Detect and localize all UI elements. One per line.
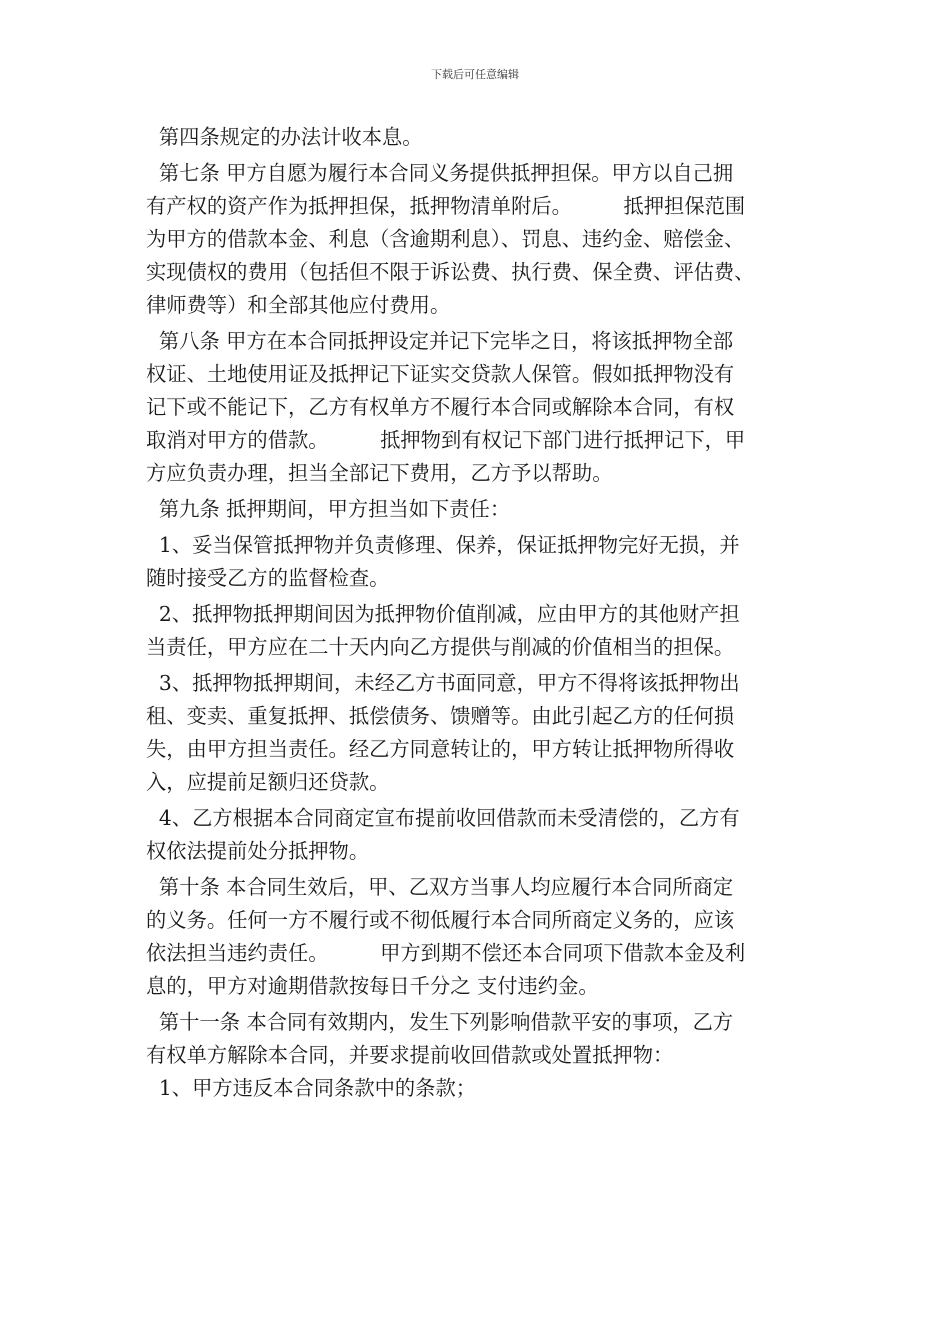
text-line: 为甲方的借款本金、利息（含逾期利息）、罚息、违约金、赔偿金、	[146, 227, 745, 251]
text-line: 失，由甲方担当责任。经乙方同意转让的，甲方转让抵押物所得收	[146, 737, 735, 761]
text-line: 权依法提前处分抵押物。	[146, 839, 370, 863]
text-line: 实现债权的费用（包括但不限于诉讼费、执行费、保全费、评估费、	[146, 260, 755, 284]
text-line: 方应负责办理，担当全部记下费用，乙方予以帮助。	[146, 461, 613, 485]
text-line: 当责任，甲方应在二十天内向乙方提供与削减的价值相当的担保。	[146, 635, 735, 659]
text-line: 随时接受乙方的监督检查。	[146, 566, 390, 590]
text-line: 3、抵押物抵押期间，未经乙方书面同意，甲方不得将该抵押物出	[146, 671, 740, 695]
text-line: 有权单方解除本合同，并要求提前收回借款或处置抵押物：	[146, 1043, 674, 1067]
text-line: 有产权的资产作为抵押担保，抵押物清单附后。 抵押担保范围	[146, 194, 746, 218]
text-line: 1、妥当保管抵押物并负责修理、保养，保证抵押物完好无损，并	[146, 533, 740, 557]
text-line: 第四条规定的办法计收本息。	[146, 125, 423, 149]
text-line: 息的，甲方对逾期借款按每日千分之 支付违约金。	[146, 974, 599, 998]
contract-body	[146, 121, 822, 1105]
text-line: 租、变卖、重复抵押、抵偿债务、馈赠等。由此引起乙方的任何损	[146, 704, 735, 728]
text-line: 第八条 甲方在本合同抵押设定并记下完毕之日，将该抵押物全部	[146, 329, 734, 353]
text-line: 权证、土地使用证及抵押记下证实交贷款人保管。假如抵押物没有	[146, 362, 735, 386]
text-line: 第九条 抵押期间，甲方担当如下责任：	[146, 497, 511, 521]
text-line: 依法担当违约责任。 甲方到期不偿还本合同项下借款本金及利	[146, 941, 746, 965]
text-line: 记下或不能记下，乙方有权单方不履行本合同或解除本合同，有权	[146, 395, 735, 419]
text-line: 2、抵押物抵押期间因为抵押物价值削减，应由甲方的其他财产担	[146, 602, 740, 626]
text-line: 的义务。任何一方不履行或不彻低履行本合同所商定义务的，应该	[146, 908, 735, 932]
text-line: 第十条 本合同生效后，甲、乙双方当事人均应履行本合同所商定	[146, 875, 734, 899]
text-line: 第十一条 本合同有效期内，发生下列影响借款平安的事项，乙方	[146, 1010, 734, 1034]
text-line: 第七条 甲方自愿为履行本合同义务提供抵押担保。甲方以自己拥	[146, 161, 734, 185]
text-line: 4、乙方根据本合同商定宣布提前收回借款而未受清偿的，乙方有	[146, 806, 740, 830]
text-line: 律师费等）和全部其他应付费用。	[146, 293, 451, 317]
text-line: 1、甲方违反本合同条款中的条款；	[146, 1076, 477, 1100]
text-line: 入，应提前足额归还贷款。	[146, 770, 390, 794]
text-line: 取消对甲方的借款。 抵押物到有权记下部门进行抵押记下，甲	[146, 428, 746, 452]
page-header: 下载后可任意编辑	[431, 68, 519, 81]
